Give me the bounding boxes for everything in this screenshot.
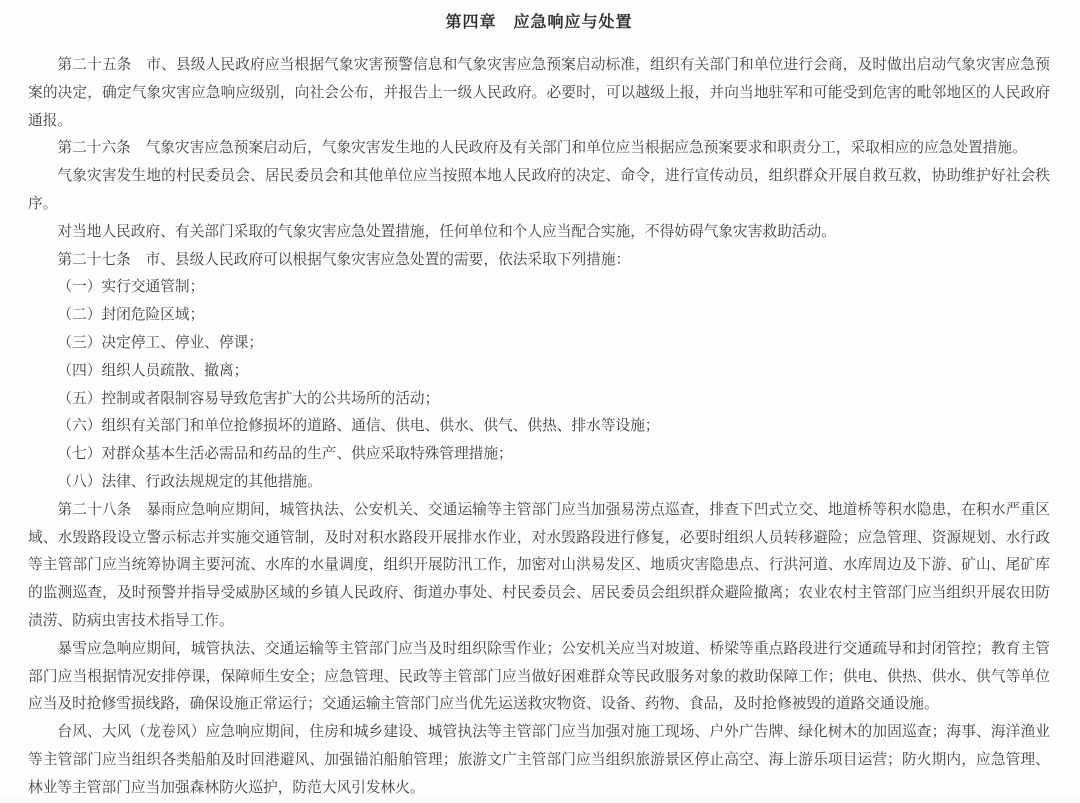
article-26-paragraph-1: 第二十六条 气象灾害应急预案启动后，气象灾害发生地的人民政府及有关部门和单位应当根据应急预案要求和职责分工，采取相应的应急处置措施。 (57, 140, 1027, 157)
article-27-item-8: （八）法律、行政法规规定的其他措施。 (57, 473, 322, 490)
chapter-title: 第四章 应急响应与处置 (445, 14, 633, 31)
article-27-item-4: （四）组织人员疏散、撤离； (57, 362, 249, 379)
article-27-intro: 第二十七条 市、县级人民政府可以根据气象灾害应急处置的需要，依法采取下列措施： (57, 251, 631, 268)
article-28-typhoon-paragraph: 台风、大风（龙卷风）应急响应期间，住房和城乡建设、城管执法等主管部门应当加强对施工现场、户外广告牌、绿化树木的加固巡查；海事、海洋渔业等主管部门应当组织各类船舶及时回港避风、加强锚泊船舶管理；旅游文广主管部门应当组织旅游景区停止高空、海上游乐项目运营；防火期内，应急管理、林业等主管部门应当加强森林防火巡护，防范大风引发林火。 (28, 724, 1050, 796)
article-27-item-1: （一）实行交通管制； (57, 279, 205, 296)
article-28-rainstorm-paragraph: 第二十八条 暴雨应急响应期间，城管执法、公安机关、交通运输等主管部门应当加强易涝点巡查，排查下凹式立交、地道桥等积水隐患，在积水严重区域、水毁路段设立警示标志并实施交通管制，及时对积水路段开展排水作业，对水毁路段进行修复，必要时组织人员转移避险；应急管理、资源规划、水行政等主管部门应当统筹协调主要河流、水库的水量调度，组织开展防汛工作，加密对山洪易发区、地质灾害隐患点、行洪河道、水库周边及下游、矿山、尾矿库的监测巡查，及时预警并指导受威胁区域的乡镇人民政府、街道办事处、村民委员会、居民委员会组织群众避险撤离；农业农村主管部门应当组织开展农田防渍涝、防病虫害技术指导工作。 (28, 501, 1050, 629)
article-28-blizzard-paragraph: 暴雪应急响应期间，城管执法、交通运输等主管部门应当及时组织除雪作业；公安机关应当对坡道、桥梁等重点路段进行交通疏导和封闭管控；教育主管部门应当根据情况安排停课，保障师生安全；应急管理、民政等主管部门应当做好困难群众等民政服务对象的救助保障工作；供电、供热、供水、供气等单位应当及时抢修雪损线路，确保设施正常运行；交通运输主管部门应当优先运送救灾物资、设备、药物、食品，及时抢修被毁的道路交通设施。 (28, 640, 1050, 713)
article-27-item-2: （二）封闭危险区域； (57, 307, 205, 324)
article-25-paragraph: 第二十五条 市、县级人民政府应当根据气象灾害预警信息和气象灾害应急预案启动标准，组织有关部门和单位进行会商，及时做出启动气象灾害应急预案的决定，确定气象灾害应急响应级别，向社会公布，并报告上一级人民政府。必要时，可以越级上报，并向当地驻军和可能受到危害的毗邻地区的人民政府通报。 (28, 57, 1050, 129)
article-27-item-7: （七）对群众基本生活必需品和药品的生产、供应采取特殊管理措施； (57, 446, 513, 463)
article-26-paragraph-3: 对当地人民政府、有关部门采取的气象灾害应急处置措施，任何单位和个人应当配合实施，不得妨碍气象灾害救助活动。 (57, 223, 836, 240)
article-27-item-5: （五）控制或者限制容易导致危害扩大的公共场所的活动； (57, 390, 440, 407)
article-27-item-3: （三）决定停工、停业、停课； (57, 334, 264, 351)
article-27-item-6: （六）组织有关部门和单位抢修损坏的道路、通信、供电、供水、供气、供热、排水等设施； (57, 418, 660, 435)
article-26-paragraph-2: 气象灾害发生地的村民委员会、居民委员会和其他单位应当按照本地人民政府的决定、命令，进行宣传动员，组织群众开展自救互救，协助维护好社会秩序。 (28, 168, 1050, 212)
